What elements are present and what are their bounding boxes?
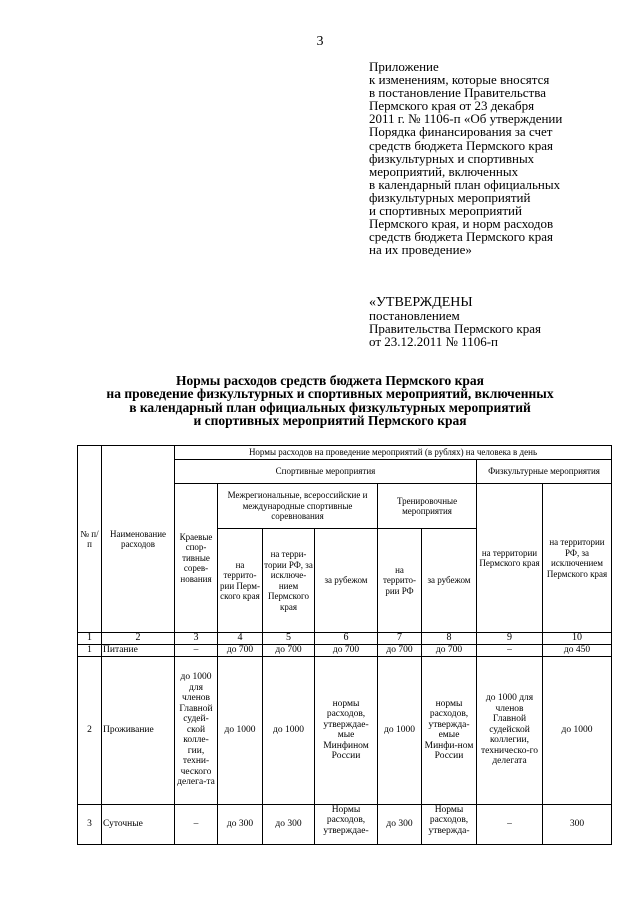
appendix-line: к изменениям, которые вносятся: [369, 72, 550, 88]
header-fizk-perm: на территории Пермского края: [477, 484, 543, 633]
appendix-note: [369, 60, 619, 256]
appendix-line: в календарный план официальных: [369, 176, 561, 192]
table-row: [78, 656, 612, 804]
header-interreg-abroad: за рубежом: [315, 529, 378, 633]
row-expense-name: Суточные: [102, 804, 175, 844]
column-number: 7: [378, 633, 422, 645]
document-title: [60, 374, 600, 428]
header-expense-name: Наименование расходов: [102, 446, 175, 633]
appendix-line: физкультурных мероприятий: [369, 189, 531, 205]
cell-fizk-perm: до 1000 для членов Главной судейской коллегии, техническо-го делегата: [477, 656, 543, 804]
cell-fizk-perm: –: [477, 804, 543, 844]
appendix-line: в постановление Правительства: [369, 85, 546, 101]
header-interreg-perm: на террито-рии Перм-ского края: [218, 529, 263, 633]
row-number: 1: [78, 645, 102, 657]
header-norms: Нормы расходов на проведение мероприятий (в рублях) на человека в день: [175, 446, 612, 460]
cell-interreg-abroad: Нормы расходов, утверждае-: [315, 804, 378, 844]
header-interregional-competitions: Межрегиональные, всероссийские и международные спортивные соревнования: [218, 484, 378, 529]
norms-table: [77, 445, 612, 845]
header-number: № п/п: [78, 446, 102, 633]
title-line: Нормы расходов средств бюджета Пермского края: [176, 373, 484, 388]
column-number: 8: [422, 633, 477, 645]
cell-regional: –: [175, 645, 218, 657]
column-number: 3: [175, 633, 218, 645]
approval-line: от 23.12.2011 № 1106-п: [369, 334, 498, 350]
approval-stamp: [369, 296, 619, 348]
page-number: 3: [316, 34, 324, 49]
cell-fizk-rf: до 1000: [543, 656, 612, 804]
cell-interreg-perm: до 1000: [218, 656, 263, 804]
appendix-line: и спортивных мероприятий: [369, 203, 522, 219]
cell-interreg-abroad: до 700: [315, 645, 378, 657]
cell-interreg-rf: до 300: [263, 804, 315, 844]
column-number: 10: [543, 633, 612, 645]
cell-interreg-perm: до 300: [218, 804, 263, 844]
approval-line: «УТВЕРЖДЕНЫ: [369, 295, 473, 310]
cell-training-rf: до 300: [378, 804, 422, 844]
appendix-line: мероприятий, включенных: [369, 163, 519, 179]
column-number: 2: [102, 633, 175, 645]
header-training-rf: на террито-рии РФ: [378, 529, 422, 633]
cell-training-rf: до 1000: [378, 656, 422, 804]
header-regional-competitions: Краевые спор-тивные сорев-нования: [175, 484, 218, 633]
column-number: 5: [263, 633, 315, 645]
column-number: 4: [218, 633, 263, 645]
row-expense-name: Проживание: [102, 656, 175, 804]
header-fizk-rf: на территории РФ, за исключением Пермского края: [543, 484, 612, 633]
appendix-line: Порядка финансирования за счет: [369, 124, 553, 140]
cell-interreg-rf: до 700: [263, 645, 315, 657]
approval-line: постановлением: [369, 308, 460, 324]
title-line: в календарный план официальных физкультурных мероприятий: [129, 399, 531, 415]
cell-fizk-rf: до 450: [543, 645, 612, 657]
cell-training-abroad: нормы расходов, утвержда-емые Минфи-ном России: [422, 656, 477, 804]
title-line: и спортивных мероприятий Пермского края: [193, 413, 467, 429]
cell-regional: –: [175, 804, 218, 844]
cell-fizk-perm: –: [477, 645, 543, 657]
column-number: 9: [477, 633, 543, 645]
header-fizk-events: Физкультурные мероприятия: [477, 460, 612, 484]
cell-training-abroad: Нормы расходов, утвержда-: [422, 804, 477, 844]
cell-regional: до 1000 для членов Главной судей-ской колле-гии, техни-ческого делега-та: [175, 656, 218, 804]
appendix-line: физкультурных и спортивных: [369, 150, 535, 166]
appendix-line: Приложение: [369, 59, 439, 74]
appendix-line: средств бюджета Пермского края: [369, 229, 553, 245]
header-interreg-rf: на терри-тории РФ, за исключе-нием Пермского края: [263, 529, 315, 633]
table-row: [78, 645, 612, 657]
row-number: 2: [78, 656, 102, 804]
table-row: [78, 804, 612, 844]
row-number: 3: [78, 804, 102, 844]
header-training-abroad: за рубежом: [422, 529, 477, 633]
appendix-line: 2011 г. № 1106-п «Об утверждении: [369, 111, 563, 127]
header-training-events: Тренировочные мероприятия: [378, 484, 477, 529]
column-number: 1: [78, 633, 102, 645]
appendix-line: Пермского края, и норм расходов: [369, 216, 554, 232]
cell-interreg-abroad: нормы расходов, утверждае-мые Минфином России: [315, 656, 378, 804]
page-bottom-margin: [0, 851, 640, 911]
cell-interreg-rf: до 1000: [263, 656, 315, 804]
cell-fizk-rf: 300: [543, 804, 612, 844]
header-sport-events: Спортивные мероприятия: [175, 460, 477, 484]
column-number: 6: [315, 633, 378, 645]
cell-training-abroad: до 700: [422, 645, 477, 657]
cell-training-rf: до 700: [378, 645, 422, 657]
approval-line: Правительства Пермского края: [369, 321, 541, 337]
appendix-line: Пермского края от 23 декабря: [369, 98, 535, 114]
title-line: на проведение физкультурных и спортивных мероприятий, включенных: [106, 386, 554, 402]
appendix-line: на их проведение»: [369, 242, 472, 258]
cell-interreg-perm: до 700: [218, 645, 263, 657]
row-expense-name: Питание: [102, 645, 175, 657]
appendix-line: средств бюджета Пермского края: [369, 137, 553, 153]
